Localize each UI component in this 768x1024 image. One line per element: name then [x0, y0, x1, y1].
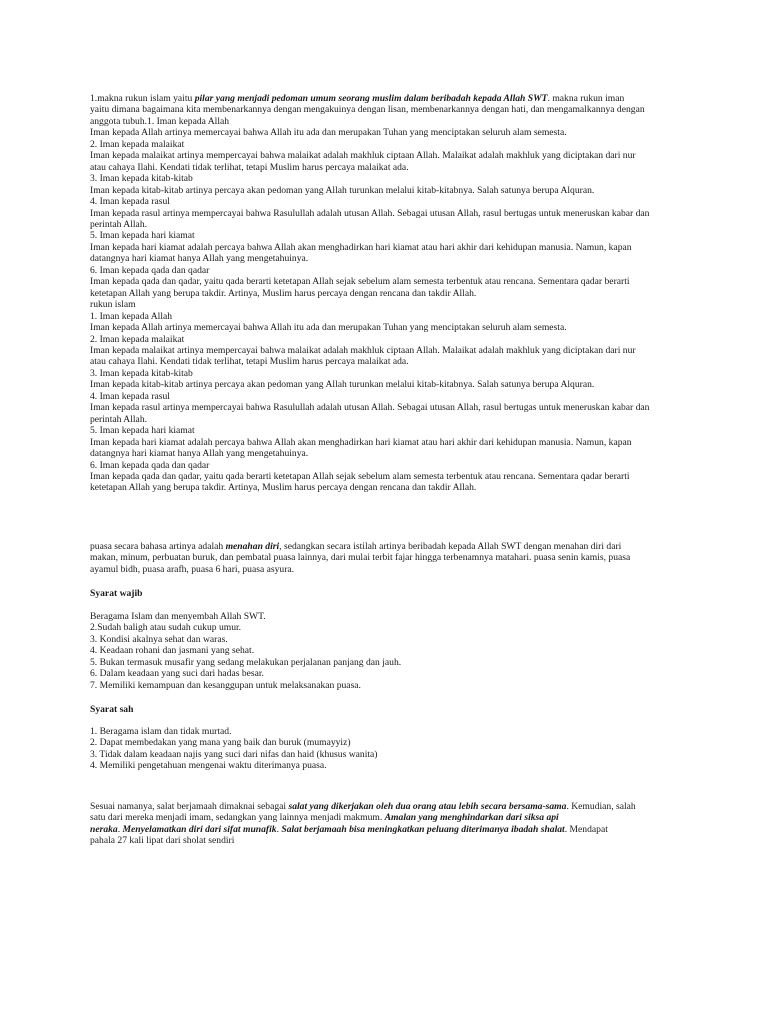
list-item: Beragama Islam dan menyembah Allah SWT.: [90, 611, 266, 622]
list-heading: 2. Iman kepada malaikat: [90, 333, 185, 345]
paragraph-line: yaitu dimana bagaimana kita membenarkannya dengan mengakuinya dengan lisan, membenarkannya dengan hati, dan mengamalkannya dengan: [90, 104, 645, 116]
rukun-section: [90, 93, 690, 494]
paragraph-line: anggota tubuh.1. Iman kepada Allah: [90, 115, 230, 127]
emphasis-text: Menyelamatkan diri dari sifat munafik: [122, 823, 277, 835]
list-heading: 4. Iman kepada rasul: [90, 196, 170, 208]
text-span: .: [117, 823, 123, 835]
paragraph-line: Iman kepada kitab-kitab artinya percaya akan pedoman yang Allah turunkan melalui kitab-kitabnya. Salah satunya berupa Alquran.: [90, 379, 595, 391]
paragraph-line: Iman kepada malaikat artinya mempercayai bahwa malaikat adalah makhluk ciptaan Allah. Malaikat adalah makhluk yang diciptakan dari nur: [90, 150, 636, 162]
text-span: . Kemudian, salah: [566, 801, 636, 812]
emphasis-text: pilar yang menjadi pedoman umum seorang muslim dalam beribadah kepada Allah SWT: [194, 93, 548, 104]
list-heading: 6. Iman kepada qada dan qadar: [90, 264, 210, 276]
syarat-wajib-list: [90, 611, 690, 691]
paragraph-line: Iman kepada Allah artinya memercayai bahwa Allah itu ada dan merupakan Tuhan yang menciptakan seluruh alam semesta.: [90, 322, 567, 334]
paragraph-line: atau cahaya Ilahi. Kendati tidak terlihat, tetapi Muslim harus percaya malaikat ada.: [90, 356, 409, 368]
list-heading: 5. Iman kepada hari kiamat: [90, 230, 195, 242]
syarat-sah-heading: [90, 704, 690, 715]
paragraph-line: [90, 812, 690, 823]
list-item: 2. Dapat membedakan yang mana yang baik dan buruk (mumayyiz): [90, 737, 351, 749]
list-heading: 4. Iman kepada rasul: [90, 390, 170, 402]
emphasis-text: salat yang dikerjakan oleh dua orang atau lebih secara bersama-sama: [288, 801, 567, 812]
list-item: 4. Keadaan rohani dan jasmani yang sehat.: [90, 645, 255, 657]
list-item: 6. Dalam keadaan yang suci dari hadas besar.: [90, 668, 264, 680]
paragraph-line: Iman kepada kitab-kitab artinya percaya akan pedoman yang Allah turunkan melalui kitab-kitabnya. Salah satunya berupa Alquran.: [90, 184, 595, 196]
list-item: 5. Bukan termasuk musafir yang sedang melakukan perjalanan panjang dan jauh.: [90, 656, 402, 668]
paragraph-line: ayamul bidh, puasa arafh, puasa 6 hari, puasa asyura.: [90, 563, 295, 575]
emphasis-text: Amalan yang menghindarkan dari siksa api: [384, 812, 559, 824]
text-span: Sesuai namanya, salat berjamaah dimaknai sebagai: [90, 801, 289, 812]
list-item: 1. Beragama islam dan tidak murtad.: [90, 726, 232, 737]
paragraph-line: Iman kepada qada dan qadar, yaitu qada berarti ketetapan Allah sejak sebelum alam semesta terbentuk atau rencana. Sementara qadar berarti: [90, 276, 630, 288]
paragraph-line: makan, minum, perbuatan buruk, dan pembatal puasa lainnya, dari mulai terbit fajar hingga terbenamnya matahari. puasa senin kamis, puasa: [90, 552, 631, 564]
text-span: 1.makna rukun islam yaitu: [90, 93, 195, 104]
paragraph-line: datangnya hari kiamat hanya Allah yang mengetahuinya.: [90, 448, 309, 460]
list-item: 2.Sudah baligh atau sudah cukup umur.: [90, 622, 242, 634]
paragraph-line: Iman kepada rasul artinya mempercayai bahwa Rasulullah adalah utusan Allah. Sebagai utusan Allah, rasul bertugas untuk meneruskan kabar dan: [90, 207, 650, 219]
section-label: rukun islam: [90, 299, 136, 311]
syarat-wajib-heading: [90, 588, 690, 599]
list-item: 4. Memiliki pengetahuan mengenai waktu diterimanya puasa.: [90, 760, 327, 772]
paragraph-line: [90, 801, 690, 812]
paragraph-line: Iman kepada malaikat artinya mempercayai bahwa malaikat adalah makhluk ciptaan Allah. Malaikat adalah makhluk yang diciptakan dari nur: [90, 344, 636, 356]
text-span: satu dari mereka menjadi imam, sedangkan yang lainnya menjadi makmum.: [90, 812, 385, 824]
paragraph-line: [90, 541, 690, 552]
list-heading: 6. Iman kepada qada dan qadar: [90, 459, 210, 471]
list-item: 7. Memiliki kemampuan dan kesanggupan untuk melaksanakan puasa.: [90, 679, 361, 691]
paragraph-line: atau cahaya Ilahi. Kendati tidak terlihat, tetapi Muslim harus percaya malaikat ada.: [90, 161, 409, 173]
text-span: , sedangkan secara istilah artinya beribadah kepada Allah SWT dengan menahan diri dari: [279, 541, 622, 552]
list-heading: 5. Iman kepada hari kiamat: [90, 425, 195, 437]
puasa-section: [90, 541, 690, 575]
paragraph-line: perintah Allah.: [90, 413, 148, 425]
paragraph-line: Iman kepada hari kiamat adalah percaya bahwa Allah akan menghadirkan hari kiamat atau hari akhir dari kehidupan manusia. Namun, kapan: [90, 241, 632, 253]
paragraph-line: [90, 824, 690, 835]
paragraph-line: Iman kepada qada dan qadar, yaitu qada berarti ketetapan Allah sejak sebelum alam semesta terbentuk atau rencana. Sementara qadar berarti: [90, 470, 630, 482]
paragraph-line: datangnya hari kiamat hanya Allah yang mengetahuinya.: [90, 253, 309, 265]
text-span: . makna rukun iman: [547, 93, 625, 104]
paragraph-line: Iman kepada rasul artinya mempercayai bahwa Rasulullah adalah utusan Allah. Sebagai utusan Allah, rasul bertugas untuk meneruskan kabar dan: [90, 402, 650, 414]
list-item: 3. Kondisi akalnya sehat dan waras.: [90, 633, 228, 645]
emphasis-text: neraka: [90, 823, 118, 835]
paragraph-line: Iman kepada hari kiamat adalah percaya bahwa Allah akan menghadirkan hari kiamat atau hari akhir dari kehidupan manusia. Namun, kapan: [90, 436, 632, 448]
paragraph-line: ketetapan Allah yang berupa takdir. Artinya, Muslim harus percaya dengan rencana dan takdir Allah.: [90, 482, 477, 494]
paragraph-line: Iman kepada Allah artinya memercayai bahwa Allah itu ada dan merupakan Tuhan yang menciptakan seluruh alam semesta.: [90, 127, 567, 139]
list-item: 3. Tidak dalam keadaan najis yang suci dari nifas dan haid (khusus wanita): [90, 748, 378, 760]
salat-berjamaah-section: [90, 801, 690, 847]
paragraph-line: perintah Allah.: [90, 218, 148, 230]
text-span: puasa secara bahasa artinya adalah: [90, 541, 226, 552]
section-heading: Syarat wajib: [90, 588, 143, 599]
emphasis-text: menahan diri: [225, 541, 280, 552]
paragraph-line: pahala 27 kali lipat dari sholat sendiri: [90, 835, 235, 847]
section-heading: Syarat sah: [90, 704, 134, 715]
list-heading: 3. Iman kepada kitab-kitab: [90, 173, 193, 185]
text-span: . Mendapat: [564, 823, 608, 835]
paragraph-line: ketetapan Allah yang berupa takdir. Artinya, Muslim harus percaya dengan rencana dan takdir Allah.: [90, 287, 477, 299]
list-heading: 1. Iman kepada Allah: [90, 310, 173, 322]
text-span: .: [276, 823, 282, 835]
syarat-sah-list: [90, 726, 690, 772]
paragraph-line: [90, 93, 690, 104]
emphasis-text: Salat berjamaah bisa meningkatkan peluang diterimanya ibadah shalat: [281, 823, 565, 835]
list-heading: 2. Iman kepada malaikat: [90, 138, 185, 150]
list-heading: 3. Iman kepada kitab-kitab: [90, 367, 193, 379]
